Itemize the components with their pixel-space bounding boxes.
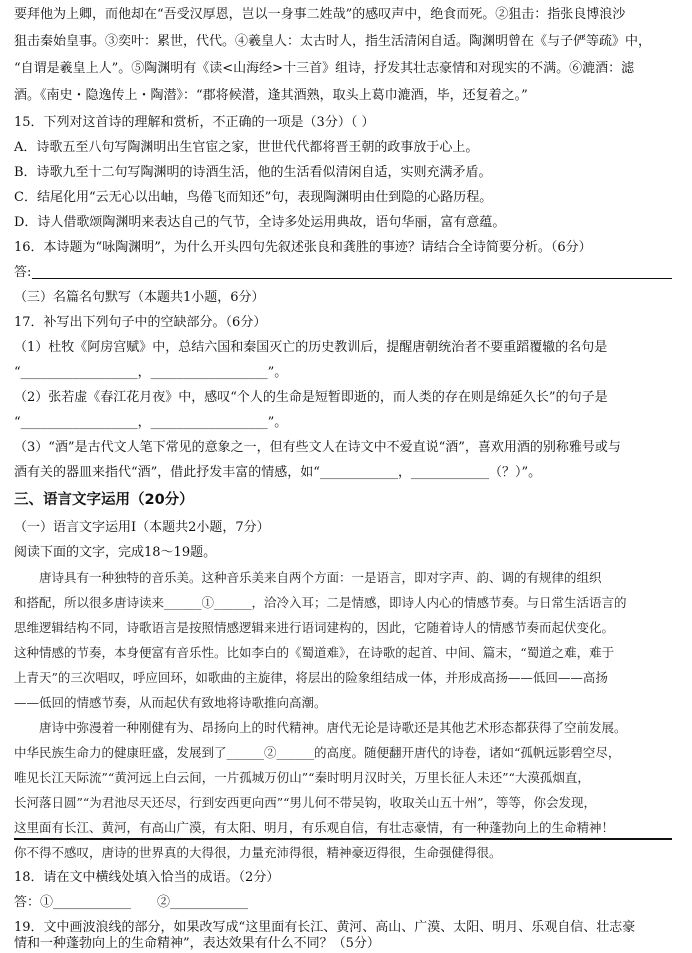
passage-line: 唯见长江天际流”“黄河远上白云间，一片孤城万仞山”“秦时明月汉时关，万里长征人未还”“大漠孤烟直，	[14, 770, 590, 785]
text-line: 狙击秦始皇事。③奕叶：累世，代代。④羲皇人：太古时人，指生活清闲自适。陶渊明曾在《与子俨等疏》中，	[14, 34, 652, 49]
answer-label: 答:	[14, 265, 32, 280]
blank-line: “__________________，__________________”。	[14, 365, 288, 380]
blank-line: “__________________，__________________”。	[14, 415, 288, 430]
passage-line: 唐诗中弥漫着一种刚健有为、昂扬向上的时代精神。唐代无论是诗歌还是其他艺术形态都获得了空前发展。	[14, 720, 627, 735]
passage-line: 你不得不感叹，唐诗的世界真的大得很，力量充沛得很，精神豪迈得很，生命强健得很。	[14, 845, 502, 860]
question-17: 17．补写出下列句子中的空缺部分。（6分）	[14, 315, 267, 330]
question-19: 19．文中画波浪线的部分，如果改写成“这里面有长江、黄河、高山、广漠、太阳、明月、乐观自信、壮志豪	[14, 920, 636, 935]
answer-line	[32, 278, 672, 279]
question-15: 15．下列对这首诗的理解和赏析，不正确的一项是（3分）（ ）	[14, 115, 375, 130]
question-19-cont: 情和一种蓬勃向上的生命精神”，表达效果有什么不同？（5分）	[14, 936, 380, 951]
answer-18: 答：①____________ ②____________	[14, 895, 249, 910]
passage-line: 唐诗具有一种独特的音乐美。这种音乐美来自两个方面：一是语言，即对字声、韵、调的有规律的组织	[14, 570, 602, 585]
passage-line: 这种情感的节奏，本身便富有音乐性。比如李白的《蜀道难》，在诗歌的起首、中间、篇末，“蜀道之难，难于	[14, 645, 615, 660]
option-b: B．诗歌九至十二句写陶渊明的诗酒生活，他的生活看似清闲自适，实则充满矛盾。	[14, 165, 492, 180]
text-line: （3）“酒”是古代文人笔下常见的意象之一，但有些文人在诗文中不爱直说“酒”，喜欢用酒的别称雅号或与	[14, 440, 621, 455]
section-title: （三）名篇名句默写（本题共1小题，6分）	[14, 290, 265, 305]
option-c: C．结尾化用“云无心以出岫，鸟倦飞而知还”句，表现陶渊明由仕到隐的心路历程。	[14, 190, 493, 205]
passage-line: 上青天”的三次唱叹，呼应回环，如歌曲的主旋律，将层出的险象组结成一体，并形成高扬——低回——高扬	[14, 670, 608, 685]
text-line: 要拜他为上卿，而他却在“吾受汉厚恩，岂以一身事二姓哉”的感叹声中，绝食而死。②狙击：指张良博浪沙	[14, 7, 626, 22]
text-line: 酒。《南史・隐逸传上・陶潜》：“郡将候潜，逢其酒熟，取头上葛巾漉酒，毕，还复着之。”	[14, 88, 528, 103]
text-line: （2）张若虚《春江花月夜》中，感叹“个人的生命是短暂即逝的，而人类的存在则是绵延久长”的句子是	[14, 390, 608, 405]
passage-line: 长河落日圆”“为君池尽天还尽，行到安西更向西”“男儿何不带吴钩，收取关山五十州”，等等，你会发现，	[14, 795, 596, 810]
passage-line: ——低回的情感节奏，从而起伏有致地将诗歌推向高潮。	[14, 695, 327, 710]
option-a: A．诗歌五至八句写陶渊明出生官宦之家，世世代代都将晋王朝的政事放于心上。	[14, 140, 479, 155]
text-line: （1）杜牧《阿房宫赋》中，总结六国和秦国灭亡的历史教训后，提醒唐朝统治者不要重蹈覆辙的名句是	[14, 340, 608, 355]
subsection-title: （一）语言文字运用Ⅰ（本题共2小题，7分）	[14, 520, 270, 535]
passage-line: 思维逻辑结构不同，诗歌语言是按照情感逻辑来进行语词建构的，因此，它随着诗人的情感节奏而起伏变化。	[14, 620, 615, 635]
question-18: 18．请在文中横线处填入恰当的成语。（2分）	[14, 870, 280, 885]
text-line: 酒有关的器皿来指代“酒”，借此抒发丰富的情感，如“____________，____________（？）”。	[14, 465, 542, 480]
question-16: 16．本诗题为“咏陶渊明”，为什么开头四句先叙述张良和龚胜的事迹？请结合全诗简要分析。（6分）	[14, 240, 592, 255]
passage-line: 中华民族生命力的健康旺盛，发展到了______②______的高度。随便翻开唐代的诗卷，诸如“孤帆远影碧空尽，	[14, 745, 621, 760]
section-heading: 三、语言文字运用（20分）	[14, 492, 194, 508]
option-d: D．诗人借歌颂陶渊明来表达自己的气节，全诗多处运用典故，语句华丽，富有意蕴。	[14, 215, 506, 230]
text-line: “自谓是羲皇上人”。⑤陶渊明有《读<山海经>十三首》组诗，抒发其壮志豪情和对现实的不满。⑥漉酒：滤	[14, 61, 635, 76]
instruction: 阅读下面的文字，完成18～19题。	[14, 545, 217, 560]
wavy-underline	[14, 835, 672, 840]
wavy-underlined-line: 这里面有长江、黄河，有高山广漠，有太阳、明月，有乐观自信，有壮志豪情，有一种蓬勃向上的生命精神！	[14, 820, 615, 835]
passage-line: 和搭配，所以很多唐诗读来______①______，洽冷入耳；二是情感，即诗人内心的情感节奏。与日常生活语言的	[14, 595, 627, 610]
